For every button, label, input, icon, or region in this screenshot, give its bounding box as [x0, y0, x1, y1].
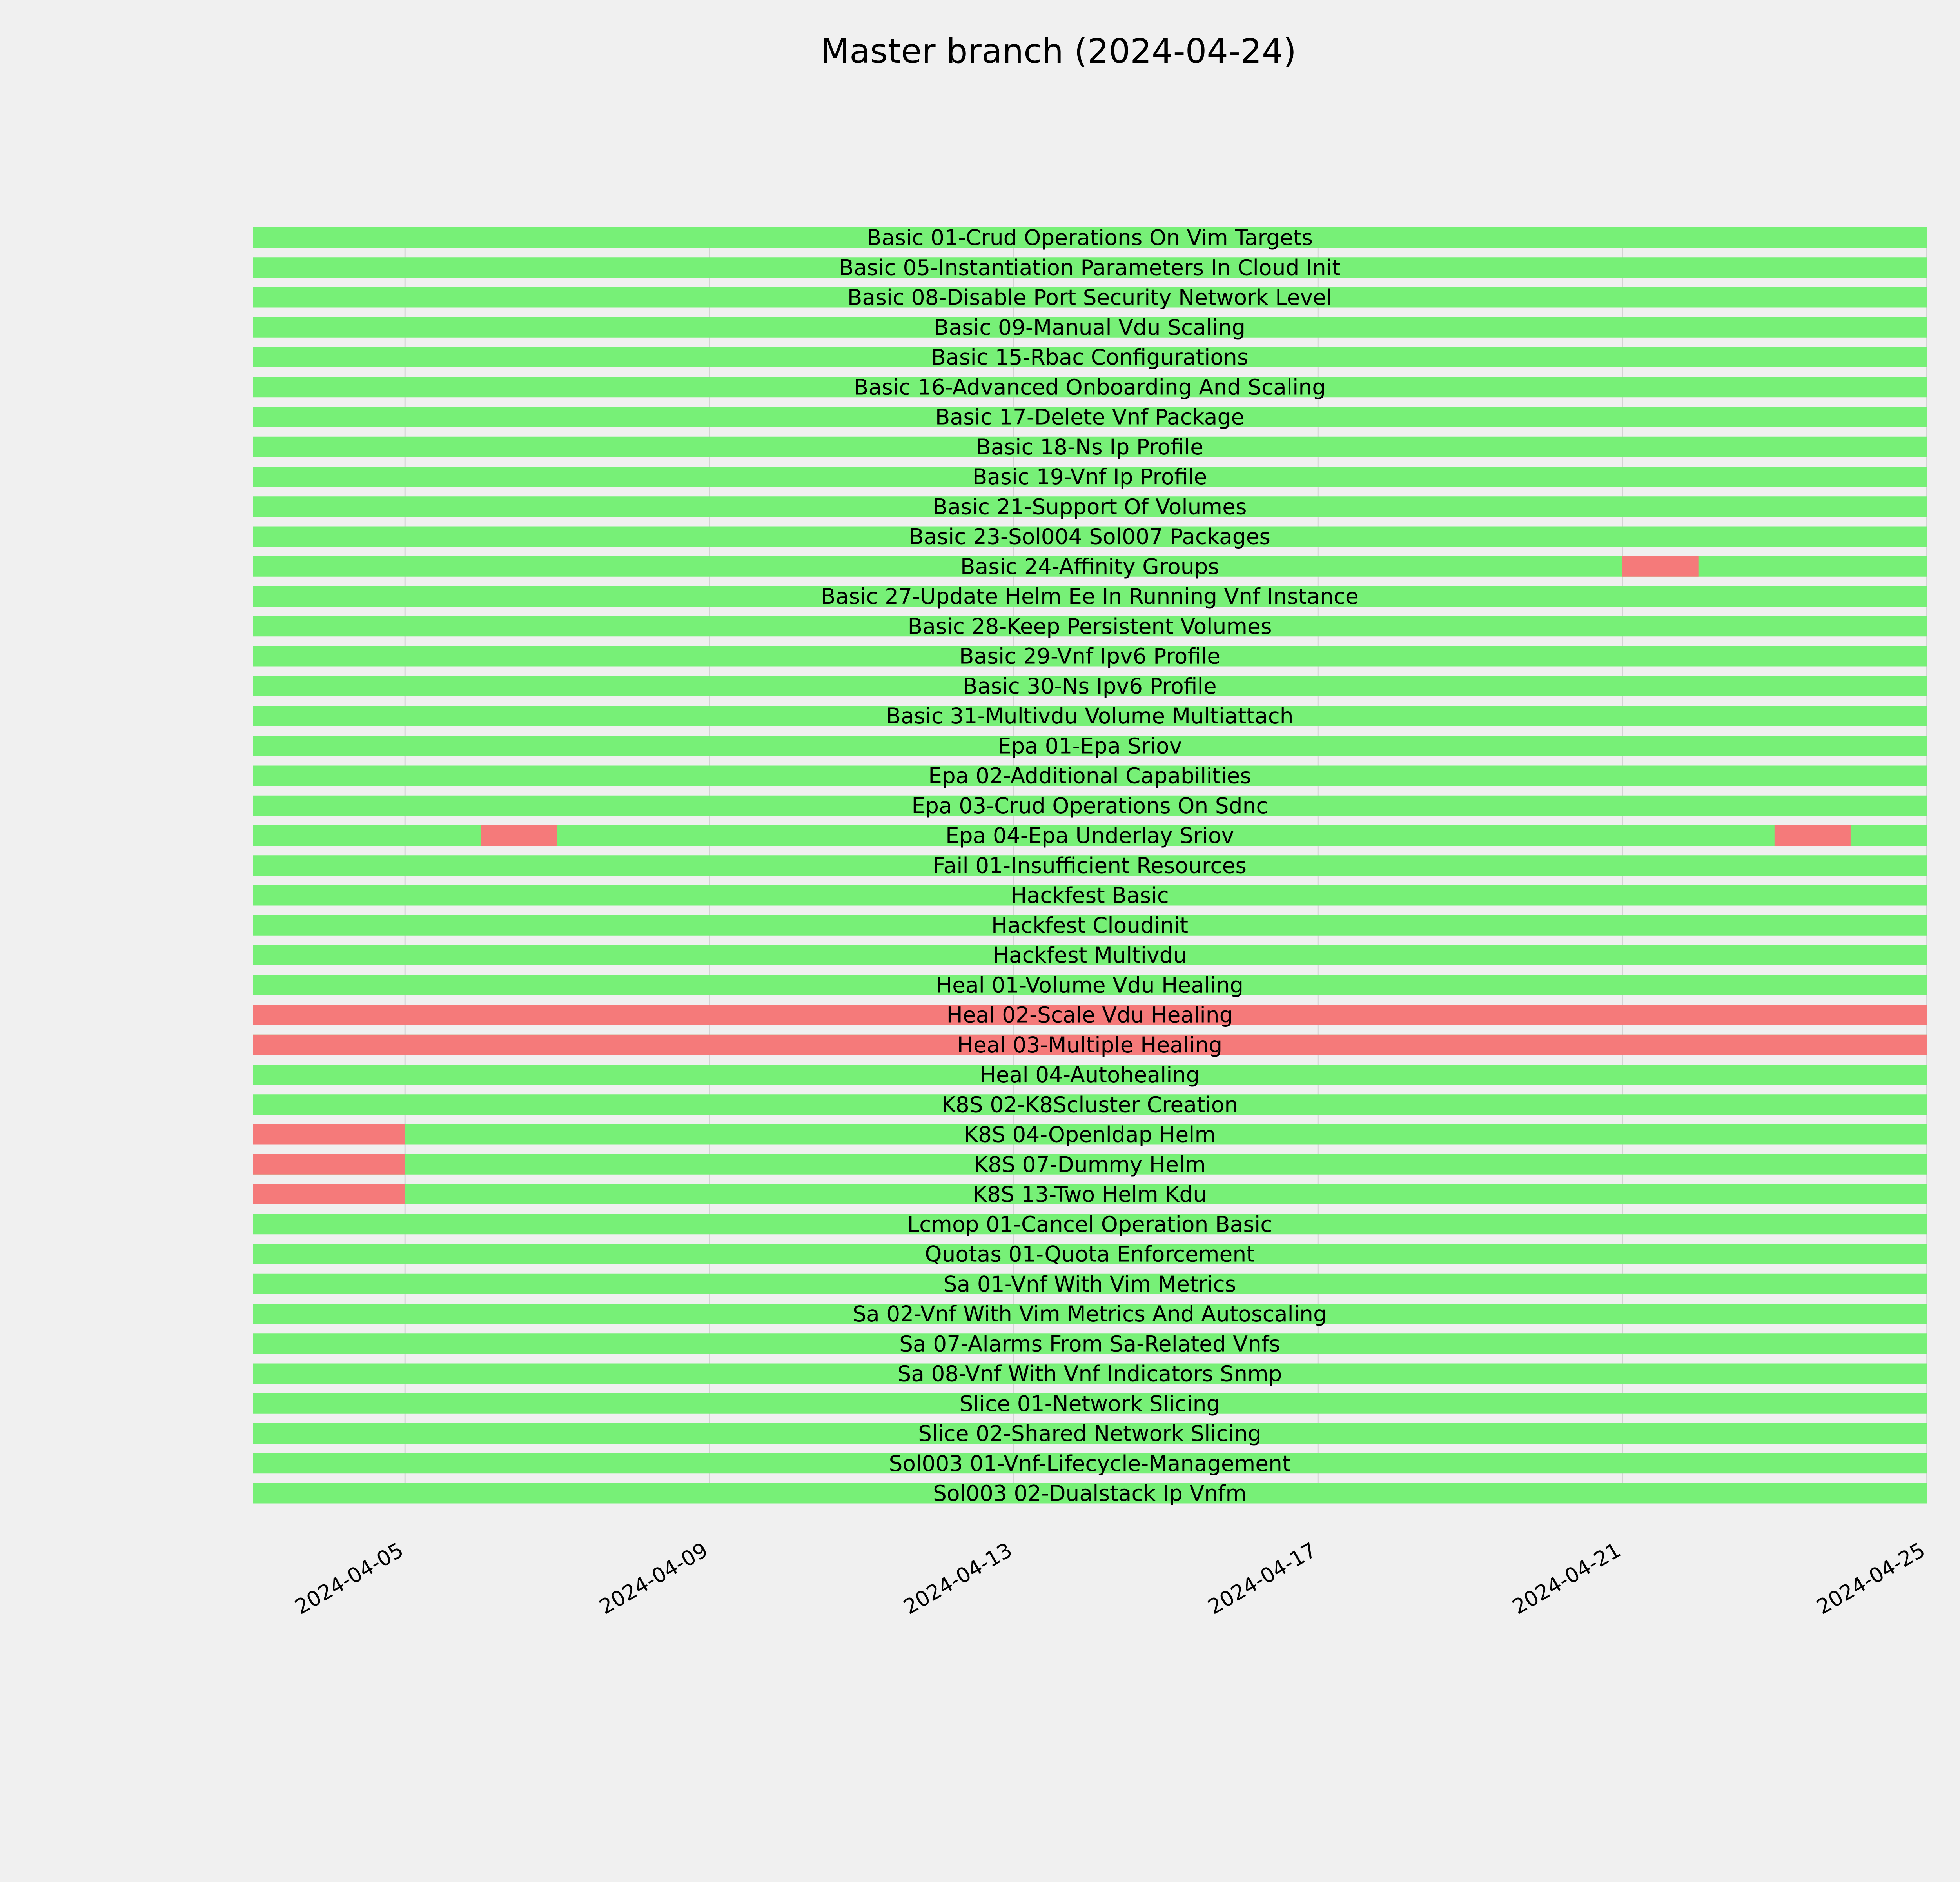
- row-label: Basic 19-Vnf Ip Profile: [972, 464, 1207, 489]
- row-label: K8S 07-Dummy Helm: [974, 1152, 1206, 1177]
- row-label: K8S 04-Openldap Helm: [964, 1122, 1216, 1147]
- fail-segment: [481, 825, 557, 846]
- x-tick-label: 2024-04-13: [900, 1538, 1016, 1619]
- row-label: Basic 09-Manual Vdu Scaling: [934, 314, 1246, 340]
- fail-segment: [1622, 556, 1699, 577]
- row-label: Sa 07-Alarms From Sa-Related Vnfs: [899, 1331, 1280, 1357]
- row-label: Epa 03-Crud Operations On Sdnc: [911, 793, 1268, 818]
- row-label: Basic 16-Advanced Onboarding And Scaling: [853, 374, 1326, 400]
- row-label: Basic 08-Disable Port Security Network Level: [847, 285, 1332, 310]
- x-axis-ticks: [291, 1538, 1929, 1619]
- x-tick-label: 2024-04-05: [291, 1538, 408, 1619]
- row-label: Lcmop 01-Cancel Operation Basic: [907, 1212, 1272, 1237]
- row-label: Epa 04-Epa Underlay Sriov: [945, 823, 1234, 848]
- row-label: Basic 21-Support Of Volumes: [933, 494, 1247, 520]
- row-label: Fail 01-Insufficient Resources: [933, 853, 1247, 878]
- row-label: Basic 18-Ns Ip Profile: [976, 434, 1203, 460]
- row-label: Slice 01-Network Slicing: [959, 1391, 1220, 1416]
- row-label: Hackfest Multivdu: [993, 943, 1187, 968]
- row-label: Basic 28-Keep Persistent Volumes: [907, 614, 1272, 639]
- fail-segment: [253, 1124, 405, 1145]
- row-label: Basic 30-Ns Ipv6 Profile: [963, 673, 1217, 699]
- chart-title: Master branch (2024-04-24): [820, 32, 1297, 71]
- row-label: Quotas 01-Quota Enforcement: [925, 1241, 1255, 1267]
- row-label: Hackfest Basic: [1011, 883, 1169, 908]
- row-label: Basic 24-Affinity Groups: [960, 554, 1220, 579]
- row-label: Slice 02-Shared Network Slicing: [918, 1421, 1261, 1446]
- row-label: Basic 05-Instantiation Parameters In Cloud Init: [839, 255, 1341, 280]
- fail-segment: [253, 1184, 405, 1204]
- row-label: Basic 29-Vnf Ipv6 Profile: [959, 643, 1221, 669]
- row-label: Heal 03-Multiple Healing: [957, 1032, 1223, 1057]
- row-label: Heal 04-Autohealing: [980, 1062, 1200, 1087]
- row-label: Basic 27-Update Helm Ee In Running Vnf Instance: [821, 584, 1359, 609]
- row-label: Sol003 01-Vnf-Lifecycle-Management: [889, 1451, 1291, 1476]
- row-label: K8S 02-K8Scluster Creation: [941, 1092, 1238, 1117]
- row-label: Epa 02-Additional Capabilities: [928, 763, 1251, 788]
- row-label: Basic 15-Rbac Configurations: [931, 345, 1249, 370]
- fail-segment: [253, 1154, 405, 1175]
- row-label: Basic 23-Sol004 Sol007 Packages: [909, 524, 1271, 549]
- row-label: Heal 02-Scale Vdu Healing: [946, 1002, 1233, 1028]
- row-label: Epa 01-Epa Sriov: [997, 733, 1182, 759]
- fail-segment: [1775, 825, 1851, 846]
- row-label: Sa 01-Vnf With Vim Metrics: [943, 1271, 1236, 1297]
- row-label: Basic 01-Crud Operations On Vim Targets: [866, 225, 1313, 250]
- x-tick-label: 2024-04-25: [1813, 1538, 1929, 1619]
- x-tick-label: 2024-04-09: [595, 1538, 712, 1619]
- x-tick-label: 2024-04-17: [1204, 1538, 1321, 1619]
- row-label: Sol003 02-Dualstack Ip Vnfm: [933, 1481, 1247, 1506]
- row-label: K8S 13-Two Helm Kdu: [973, 1182, 1207, 1207]
- row-label: Heal 01-Volume Vdu Healing: [936, 972, 1244, 998]
- row-label: Sa 02-Vnf With Vim Metrics And Autoscaling: [853, 1301, 1327, 1326]
- row-label: Sa 08-Vnf With Vnf Indicators Snmp: [897, 1361, 1282, 1386]
- row-label: Hackfest Cloudinit: [991, 912, 1189, 938]
- row-label: Basic 31-Multivdu Volume Multiattach: [886, 703, 1294, 728]
- x-tick-label: 2024-04-21: [1508, 1538, 1625, 1619]
- row-label: Basic 17-Delete Vnf Package: [935, 404, 1245, 430]
